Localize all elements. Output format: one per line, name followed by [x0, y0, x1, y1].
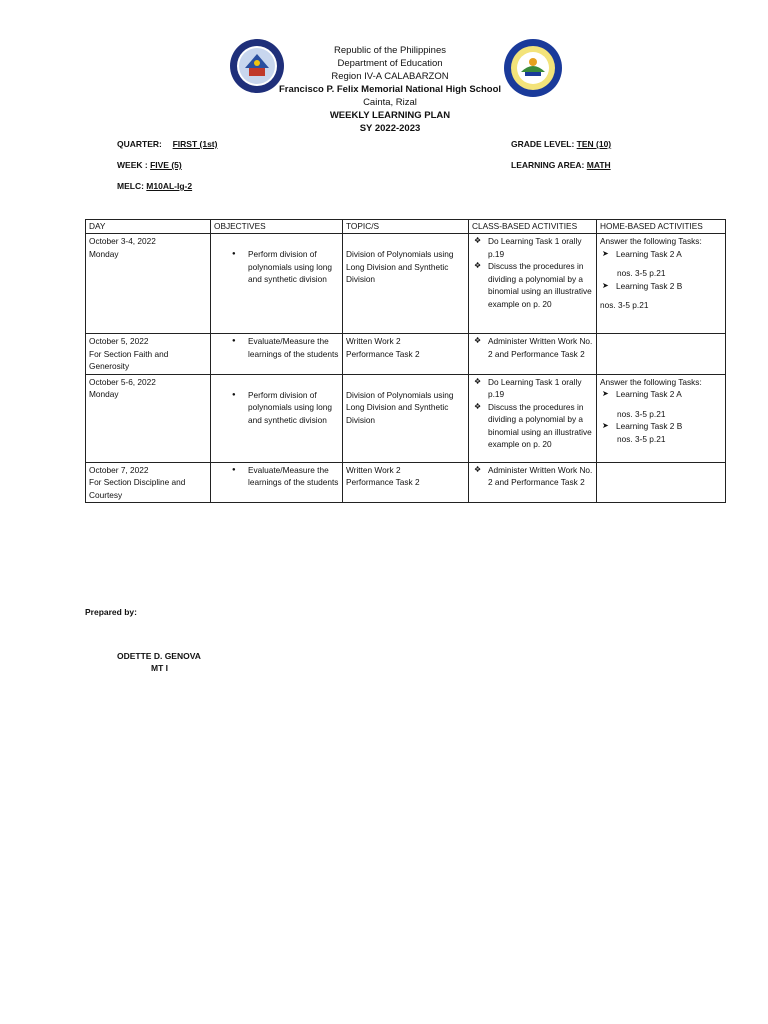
- home-activities-cell: [597, 334, 726, 375]
- header-line-department: Department of Education: [337, 58, 443, 69]
- column-header-home-activities: HOME-BASED ACTIVITIES: [597, 220, 726, 234]
- home-task-item: ➤ Learning Task 2 A: [600, 248, 722, 261]
- day-date: October 7, 2022: [89, 464, 149, 475]
- preparer-position: MT I: [151, 663, 168, 673]
- column-header-objectives: OBJECTIVES: [211, 220, 343, 234]
- class-activities-cell: [469, 234, 597, 334]
- school-year: SY 2022-2023: [359, 123, 421, 134]
- day-date: October 5-6, 2022: [89, 376, 156, 387]
- home-activities-cell: [597, 374, 726, 462]
- objective-item: ● Evaluate/Measure the learnings of the students: [214, 464, 339, 489]
- home-activities-cell: [597, 234, 726, 334]
- topic-line: Written Work 2: [346, 464, 401, 475]
- table-row: [86, 334, 726, 375]
- day-note: For Section Faith and Generosity: [89, 348, 169, 371]
- day-date: October 3-4, 2022: [89, 236, 156, 246]
- topic-text: Division of Polynomials using Long Division and Synthetic Division: [346, 389, 454, 425]
- school-town: Cainta, Rizal: [363, 97, 417, 108]
- table-row: [86, 374, 726, 462]
- column-header-topics: TOPIC/S: [343, 220, 469, 234]
- grade-value: TEN (10): [576, 139, 612, 149]
- document-header: [200, 44, 580, 135]
- objective-cell: [211, 234, 343, 334]
- objective-cell: [211, 374, 343, 462]
- melc-value: M10AL-Ig-2: [146, 181, 193, 191]
- preparer-name: ODETTE D. GENOVA: [117, 651, 201, 661]
- class-activities-cell: [469, 374, 597, 462]
- signature-block: [117, 650, 201, 674]
- home-task-numbers: nos. 3-5 p.21: [617, 268, 666, 278]
- day-note: Monday: [89, 389, 119, 399]
- topic-text: Division of Polynomials using Long Division and Synthetic Division: [346, 249, 454, 284]
- home-intro: Answer the following Tasks:: [600, 236, 702, 246]
- day-cell: [86, 234, 211, 334]
- school-name: Francisco P. Felix Memorial National High School: [278, 84, 502, 95]
- column-header-day: DAY: [86, 220, 211, 234]
- class-activity-item: ❖ Administer Written Work No. 2 and Performance Task 2: [472, 335, 593, 360]
- home-task-numbers: nos. 3-5 p.21: [617, 433, 666, 444]
- home-task-item: ➤ Learning Task 2 B: [600, 420, 722, 433]
- class-activities-cell: [469, 462, 597, 503]
- topic-line: Written Work 2: [346, 336, 401, 346]
- day-note: Monday: [89, 248, 119, 259]
- home-activities-cell: [597, 462, 726, 503]
- grade-label: GRADE LEVEL:: [511, 139, 575, 149]
- home-task-item: ➤ Learning Task 2 A: [600, 388, 722, 401]
- grade-level-field: [511, 139, 611, 149]
- prepared-by-label: Prepared by:: [85, 607, 137, 617]
- objective-cell: [211, 334, 343, 375]
- topic-line: Performance Task 2: [346, 348, 420, 359]
- table-header-row: [86, 220, 726, 234]
- learning-area-field: [511, 160, 611, 170]
- home-task-numbers: nos. 3-5 p.21: [617, 408, 666, 419]
- class-activity-item: ❖ Discuss the procedures in dividing a polynomial by a binomial using an illustrative example on p. 20: [472, 401, 593, 451]
- class-activity-item: ❖ Do Learning Task 1 orally p.19: [472, 376, 593, 401]
- topic-line: Performance Task 2: [346, 477, 420, 487]
- day-note: For Section Discipline and Courtesy: [89, 477, 186, 500]
- header-line-republic: Republic of the Philippines: [334, 45, 446, 56]
- area-value: MATH: [586, 160, 611, 170]
- week-value: FIVE (5): [150, 160, 182, 170]
- document-title: WEEKLY LEARNING PLAN: [329, 110, 451, 121]
- class-activity-item: ❖ Do Learning Task 1 orally p.19: [472, 235, 593, 260]
- home-intro: Answer the following Tasks:: [600, 376, 702, 387]
- column-header-class-activities: CLASS-BASED ACTIVITIES: [469, 220, 597, 234]
- objective-item: ● Perform division of polynomials using long and synthetic division: [214, 248, 339, 286]
- topic-cell: [343, 334, 469, 375]
- melc-label: MELC:: [117, 181, 144, 191]
- topic-cell: [343, 462, 469, 503]
- day-cell: [86, 374, 211, 462]
- quarter-label: QUARTER:: [117, 139, 162, 149]
- objective-item: ● Evaluate/Measure the learnings of the students: [214, 335, 339, 360]
- topic-cell: [343, 374, 469, 462]
- day-cell: [86, 334, 211, 375]
- quarter-field: [117, 139, 217, 149]
- quarter-value: FIRST (1st): [172, 139, 218, 149]
- table-row: [86, 234, 726, 334]
- day-cell: [86, 462, 211, 503]
- day-date: October 5, 2022: [89, 336, 149, 346]
- table-row: [86, 462, 726, 503]
- class-activities-cell: [469, 334, 597, 375]
- home-task-item: ➤ Learning Task 2 B: [600, 280, 722, 293]
- week-field: [117, 160, 182, 170]
- header-line-region: Region IV-A CALABARZON: [331, 71, 449, 82]
- melc-field: [117, 181, 192, 191]
- area-label: LEARNING AREA:: [511, 160, 585, 170]
- class-activity-item: ❖ Administer Written Work No. 2 and Performance Task 2: [472, 464, 593, 489]
- class-activity-item: ❖ Discuss the procedures in dividing a polynomial by a binomial using an illustrative example on p. 20: [472, 260, 593, 310]
- topic-cell: [343, 234, 469, 334]
- learning-plan-table: [85, 219, 726, 503]
- home-task-numbers: nos. 3-5 p.21: [600, 300, 649, 310]
- objective-cell: [211, 462, 343, 503]
- objective-item: ● Perform division of polynomials using long and synthetic division: [214, 389, 339, 427]
- week-label: WEEK :: [117, 160, 148, 170]
